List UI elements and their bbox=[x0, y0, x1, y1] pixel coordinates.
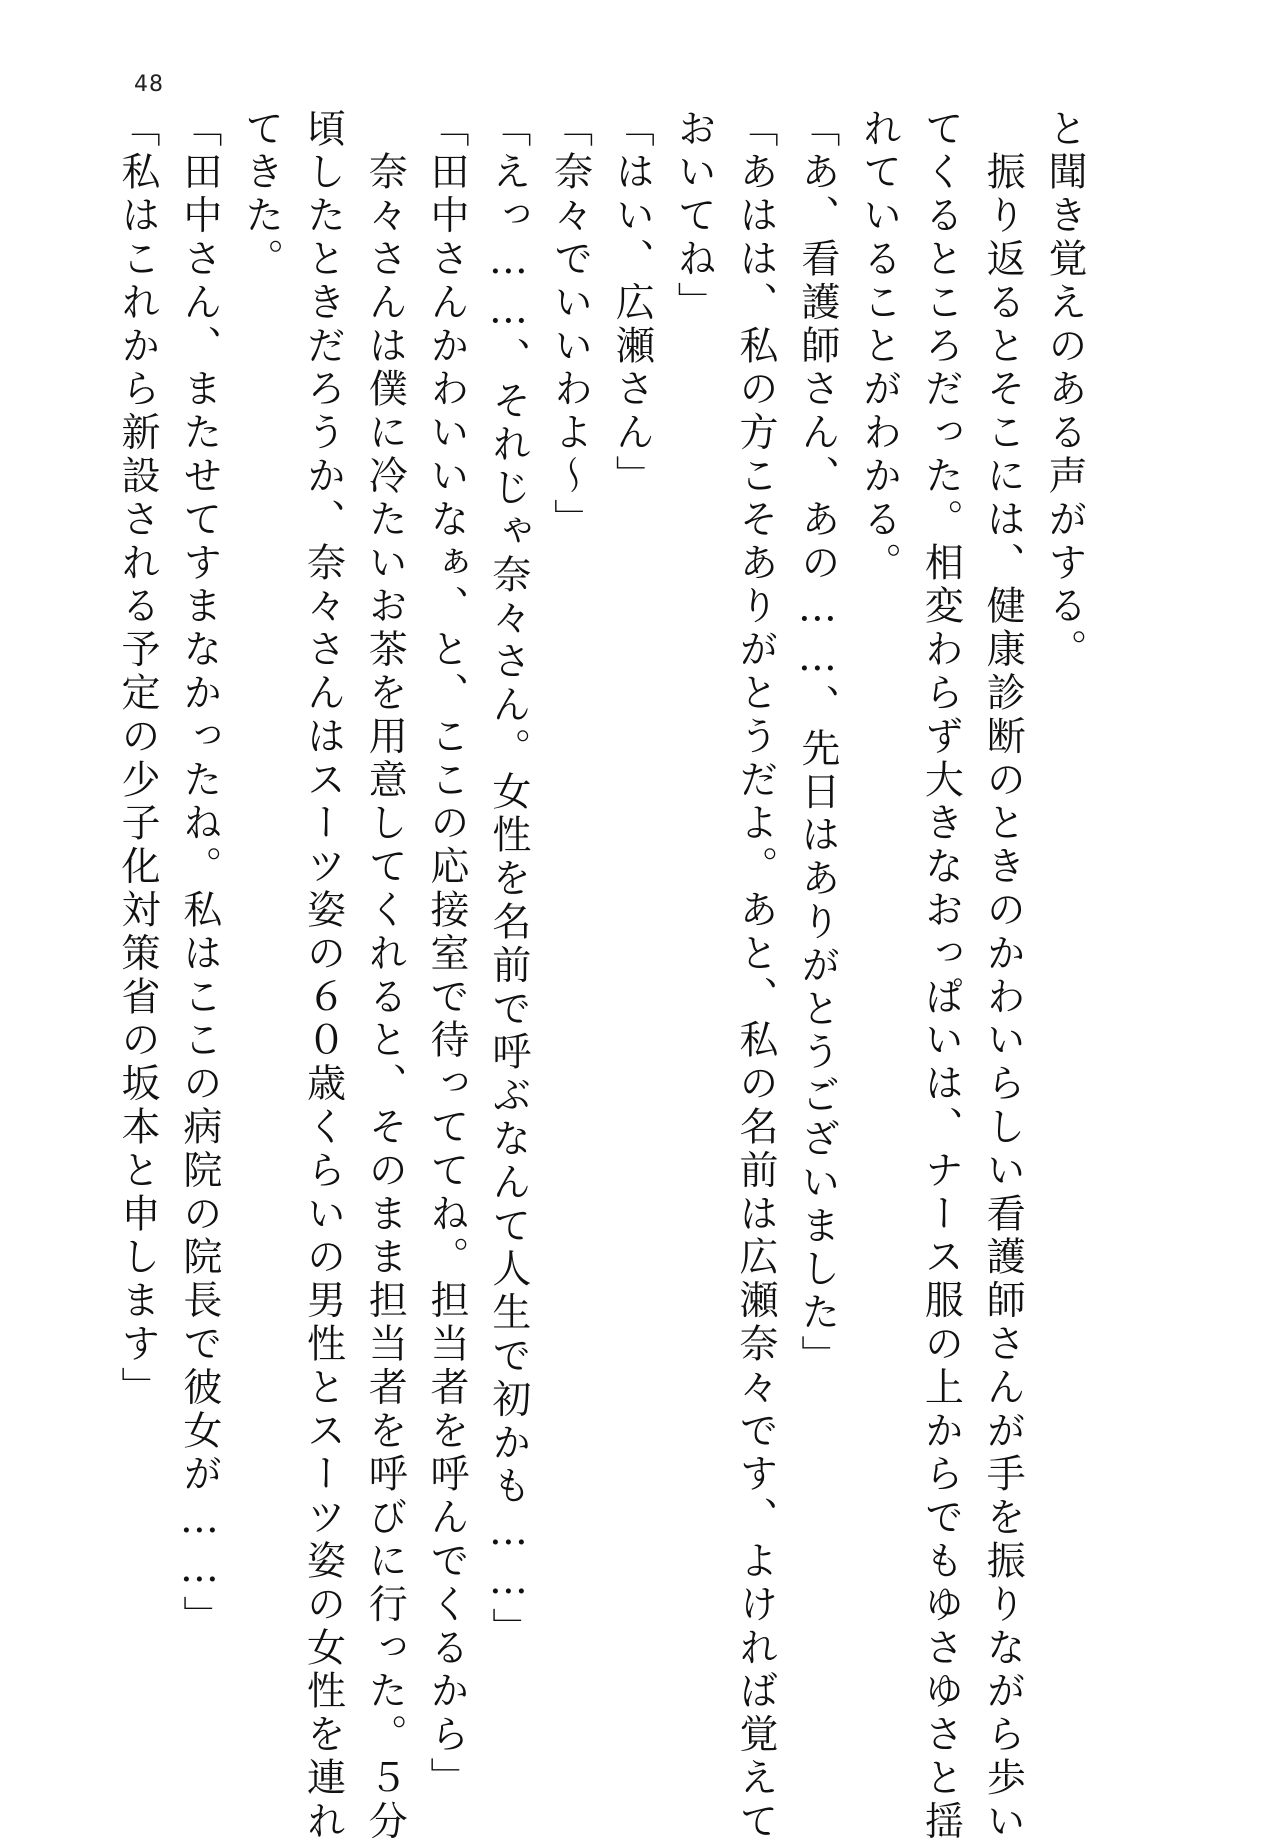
text-line: おいてね」 bbox=[671, 108, 717, 325]
novel-text-body bbox=[115, 108, 1095, 1844]
text-line: 「田中さん、またせてすまなかったね。私はここの病院の院長で彼女が……」 bbox=[176, 108, 222, 1639]
text-line: 「えっ……、それじゃ奈々さん。女性を名前で呼ぶなんて人生で初かも……」 bbox=[485, 108, 531, 1651]
text-line: 頃したときだろうか、奈々さんはスーツ姿の６０歳くらいの男性とスーツ姿の女性を連れ bbox=[300, 108, 346, 1844]
text-line: れていることがわかる。 bbox=[856, 108, 902, 586]
text-line: 「あはは、私の方こそありがとうだよ。あと、私の名前は広瀬奈々です、よければ覚えて bbox=[733, 108, 779, 1844]
text-line: てきた。 bbox=[238, 108, 284, 282]
text-line: 「奈々でいいわよ～」 bbox=[547, 108, 593, 542]
text-line: 「田中さんかわいいなぁ、と、ここの応接室で待っててね。担当者を呼んでくるから」 bbox=[424, 108, 470, 1801]
text-line: 「あ、看護師さん、あの……、先日はありがとうございました」 bbox=[794, 108, 840, 1379]
text-line: てくるところだった。相変わらず大きなおっぱいは、ナース服の上からでもゆさゆさと揺 bbox=[918, 108, 964, 1844]
text-line: 「私はこれから新設される予定の少子化対策省の坂本と申します」 bbox=[115, 108, 161, 1410]
text-line: 奈々さんは僕に冷たいお茶を用意してくれると、そのまま担当者を呼びに行った。５分 bbox=[362, 108, 408, 1844]
text-line: 振り返るとそこには、健康診断のときのかわいらしい看護師さんが手を振りながら歩い bbox=[980, 108, 1026, 1844]
page-number: 48 bbox=[134, 72, 164, 97]
text-line: と聞き覚えのある声がする。 bbox=[1042, 108, 1087, 673]
text-line: 「はい、広瀬さん」 bbox=[609, 108, 655, 499]
